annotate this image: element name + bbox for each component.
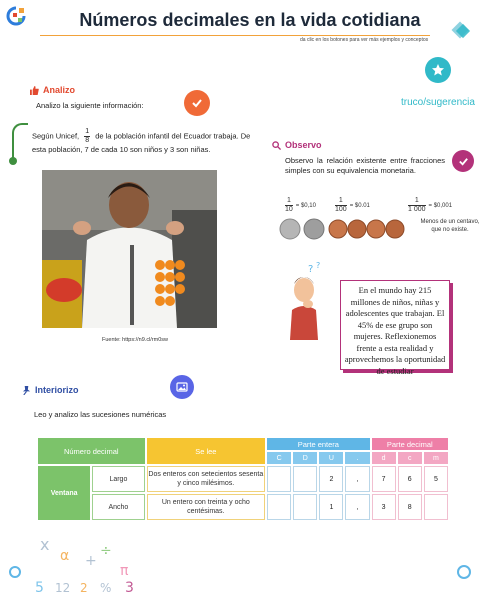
analizo-lead: Analizo la siguiente información: (36, 101, 144, 110)
svg-text:+: + (85, 553, 97, 569)
sub-header-c: C (267, 452, 291, 464)
thumbs-up-icon (30, 86, 39, 95)
check-icon (191, 97, 203, 109)
money-item-2: $\frac{1}{100}$ = $0.01 (335, 197, 370, 213)
row-read-largo: Dos enteros con setecientos sesenta y cinco milésimos. (147, 466, 266, 492)
cell-largo-c[interactable] (267, 466, 291, 492)
photo-source: Fuente: https://n9.cl/rm0sw (102, 337, 169, 343)
title-divider (40, 35, 430, 36)
cell-ancho-c[interactable] (267, 494, 291, 520)
money-fraction-3 (408, 197, 426, 214)
cell-largo-u[interactable]: 2 (319, 466, 343, 492)
table-row (38, 494, 448, 520)
fraction-denominator: 8 (85, 137, 90, 144)
green-dot (9, 157, 17, 165)
svg-text:3: 3 (125, 580, 134, 596)
svg-text:π: π (120, 563, 129, 579)
cell-ancho-u[interactable]: 1 (319, 494, 343, 520)
money-value: $0,001 (433, 203, 453, 210)
svg-text:?: ? (316, 261, 321, 270)
diamond-icon (450, 20, 472, 42)
page-title: Números decimales en la vida cotidiana (79, 10, 421, 30)
subnote: da clic en los botones para ver más ejemplos y conceptos (300, 37, 429, 43)
cell-largo-d-decimal[interactable]: 7 (372, 466, 396, 492)
truco-label[interactable]: truco/sugerencia (401, 97, 475, 108)
svg-text:÷: ÷ (100, 543, 112, 559)
svg-text:12: 12 (55, 581, 71, 595)
money-value: $0.01 (354, 203, 370, 210)
cell-largo-d[interactable] (293, 466, 317, 492)
observo-check-button[interactable] (452, 150, 474, 172)
star-icon (431, 63, 445, 77)
observo-paragraph: Observo la relación existente entre fracciones simples con su equivalencia monetaria. (285, 156, 445, 175)
unicef-paragraph (32, 128, 262, 155)
dime-coins-image (278, 218, 328, 240)
green-bracket (12, 123, 28, 161)
sub-header-m-decimal: m (424, 452, 448, 464)
row-read-ancho: Un entero con treinta y ocho centésimas. (147, 494, 266, 520)
sub-header-d-decimal: d (372, 452, 396, 464)
money-den: 1 000 (408, 206, 426, 213)
analizo-check-button[interactable] (184, 90, 210, 116)
thinking-person-image (282, 260, 337, 340)
unicef-text-after: de la población infantil del Ecuador trabaja. De esta población, 7 de cada 10 son niños y 3 son niñas. (32, 131, 251, 154)
menos-note: Menos de un centavo, que no existe. (420, 219, 480, 233)
cell-ancho-dot[interactable]: , (345, 494, 369, 520)
sub-header-d: D (293, 452, 317, 464)
header-parte-decimal: Parte decimal (372, 438, 448, 450)
money-den: 100 (335, 206, 347, 213)
cell-largo-dot[interactable]: , (345, 466, 369, 492)
sub-header-u: U (319, 452, 343, 464)
svg-text:α: α (60, 548, 70, 564)
svg-text:?: ? (308, 264, 314, 275)
cell-largo-c-decimal[interactable]: 6 (398, 466, 422, 492)
money-num: 1 (335, 197, 347, 206)
money-num: 1 (286, 197, 291, 204)
row-label-ancho: Ancho (92, 494, 144, 520)
math-decoration-image (0, 520, 170, 600)
svg-text:x: x (40, 535, 50, 554)
svg-text:2: 2 (80, 581, 88, 595)
row-group-ventana: Ventana (38, 466, 90, 520)
cell-ancho-d-decimal[interactable]: 3 (372, 494, 396, 520)
money-item-3: $\frac{1}{1 000}$ = $0,001 (408, 197, 453, 213)
interiorizo-title: Interiorizo (35, 385, 79, 395)
interiorizo-image-button[interactable] (170, 375, 194, 399)
analizo-title: Analizo (43, 85, 76, 95)
sub-header-dot: . (345, 452, 369, 464)
sub-header-c-decimal: c (398, 452, 422, 464)
unicef-text-before: Según Unicef, (32, 131, 80, 141)
header-numero-decimal: Número decimal (38, 438, 145, 464)
fraction-numerator: 1 (85, 128, 90, 135)
cell-largo-m-decimal[interactable]: 5 (424, 466, 448, 492)
reflection-callout: En el mundo hay 215 millones de niños, niñas y adolescentes que trabajan. El 45% de ese grupo son mujeres. Reflexionemos frente a esta realidad y aprovechemos la oportunidad de estudiar (340, 280, 450, 370)
unicef-fraction (84, 128, 90, 145)
decimal-table (36, 436, 450, 522)
ring-decoration (8, 565, 22, 579)
observo-heading (272, 140, 322, 150)
interiorizo-lead: Leo y analizo las sucesiones numéricas (34, 410, 167, 419)
table-row (38, 466, 448, 492)
child-photo (42, 170, 217, 328)
row-label-largo: Largo (92, 466, 144, 492)
pin-icon (22, 386, 31, 395)
analizo-heading (30, 85, 75, 95)
header-se-lee: Se lee (147, 438, 266, 464)
header-parte-entera: Parte entera (267, 438, 369, 450)
svg-text:5: 5 (35, 580, 44, 596)
money-fraction-1 (285, 197, 293, 214)
image-icon (176, 381, 188, 393)
search-icon (272, 141, 281, 150)
money-value: $0,10 (300, 203, 316, 210)
ring-decoration (455, 563, 473, 581)
truco-button[interactable] (425, 57, 451, 83)
money-item-1: $\frac{1}{10}$ = $0,10 (285, 197, 316, 213)
cell-ancho-m-decimal[interactable] (424, 494, 448, 520)
money-num: 1 (408, 197, 426, 206)
penny-coins-image (327, 218, 405, 240)
cell-ancho-d[interactable] (293, 494, 317, 520)
check-icon (458, 156, 469, 167)
cell-ancho-c-decimal[interactable]: 8 (398, 494, 422, 520)
money-fraction-2 (335, 197, 347, 214)
money-den: 10 (285, 206, 293, 213)
observo-title: Observo (285, 140, 322, 150)
interiorizo-heading (22, 385, 79, 395)
svg-text:%: % (100, 581, 112, 595)
